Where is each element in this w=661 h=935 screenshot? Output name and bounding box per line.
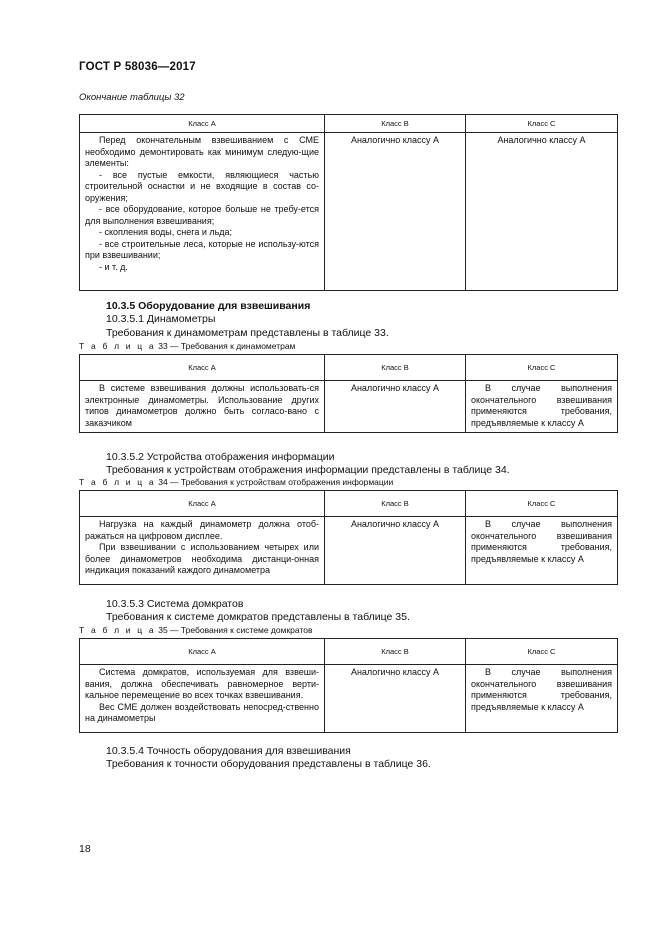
table-header-row [80,491,618,517]
list-item: - все пустые емкости, являющиеся частью строительной оснастки и не входящие в состав со-оружения; [85,169,319,203]
subsection-title: 10.3.5.1 Динамометры [106,313,216,325]
paragraph: Требования к точности оборудования представлены в таблице 36. [106,758,431,770]
paragraph: Требования к устройствам отображения информации представлены в таблице 34. [106,464,510,476]
list-item: - все строительные леса, которые не использу-ются при взвешивании; [85,238,319,260]
column-header-class-a: Класс A [80,355,325,381]
standard-code: ГОСТ Р 58036—2017 [79,61,196,73]
column-header-class-a: Класс A [80,491,325,517]
column-header-class-c: Класс C [466,115,618,133]
list-item: - все оборудование, которое больше не требу-ется для выполнения взвешивания; [85,204,319,226]
table-row [80,665,618,733]
table-row [80,381,618,433]
table-caption: Т а б л и ц а 33 — Требования к динамометрам [79,341,296,351]
table-caption: Т а б л и ц а 35 — Требования к системе домкратов [79,625,313,635]
paragraph: Требования к динамометрам представлены в таблице 33. [106,327,389,339]
column-header-class-b: Класс B [325,639,466,665]
cell-class-b: Аналогично классу A [325,133,466,291]
cell-class-c: В случае выполнения окончательного взвешивания применяются требования, предъявляемые к классу A [466,517,618,585]
table-34 [79,490,618,585]
cell-class-a: Нагрузка на каждый динамометр должна отоб-ражаться на цифровом дисплее. При взвешивании с использованием четырех или более динамометров необходима дистанци-онная индикация показаний каждого динамометра [80,517,325,585]
table-continuation-note: Окончание таблицы 32 [79,92,185,103]
column-header-class-b: Класс B [325,491,466,517]
section-heading: 10.3.5 Оборудование для взвешивания [106,300,311,312]
subsection-title: 10.3.5.2 Устройства отображения информации [106,451,335,463]
table-row [80,133,618,291]
cell-class-c: В случае выполнения окончательного взвешивания применяются требования, предъявляемые к классу A [466,665,618,733]
cell-class-a [80,133,325,291]
list-item: - скопления воды, снега и льда; [99,227,233,237]
cell-class-c: В случае выполнения окончательного взвешивания применяются требования, предъявляемые к классу A [466,381,618,433]
column-header-class-b: Класс B [325,355,466,381]
column-header-class-c: Класс C [466,491,618,517]
column-header-class-a: Класс A [80,115,325,133]
subsection-title: 10.3.5.3 Система домкратов [106,598,244,610]
paragraph: Требования к системе домкратов представлены в таблице 35. [106,611,410,623]
cell-class-b: Аналогично классу A [325,517,466,585]
cell-class-a: Система домкратов, используемая для взвеши-вания, должна обеспечивать равномерное верти-кальное перемещение во всех точках взвешивания. Вес СМЕ должен воздействовать непосред-ственно на динамометры [80,665,325,733]
cell-class-b: Аналогично классу A [325,381,466,433]
table-header-row [80,115,618,133]
page-number: 18 [79,843,91,855]
table-header-row [80,355,618,381]
cell-class-a: В системе взвешивания должны использовать-ся электронные динамометры. Использование других типов динамометров должно быть согласо-вано с заказчиком [80,381,325,433]
column-header-class-c: Класс C [466,639,618,665]
table-caption: Т а б л и ц а 34 — Требования к устройствам отображения информации [79,477,394,487]
table-header-row [80,639,618,665]
cell-class-c: Аналогично классу A [466,133,618,291]
list-item: - и т. д. [99,261,128,272]
table-32 [79,114,618,291]
table-35 [79,638,618,733]
column-header-class-a: Класс A [80,639,325,665]
cell-class-b: Аналогично классу A [325,665,466,733]
column-header-class-b: Класс B [325,115,466,133]
list-item: Перед окончательным взвешиванием с СМЕ необходимо демонтировать как минимум следую-щие элементы: [85,135,319,168]
subsection-title: 10.3.5.4 Точность оборудования для взвешивания [106,745,351,757]
table-33 [79,354,618,433]
table-row [80,517,618,585]
column-header-class-c: Класс C [466,355,618,381]
